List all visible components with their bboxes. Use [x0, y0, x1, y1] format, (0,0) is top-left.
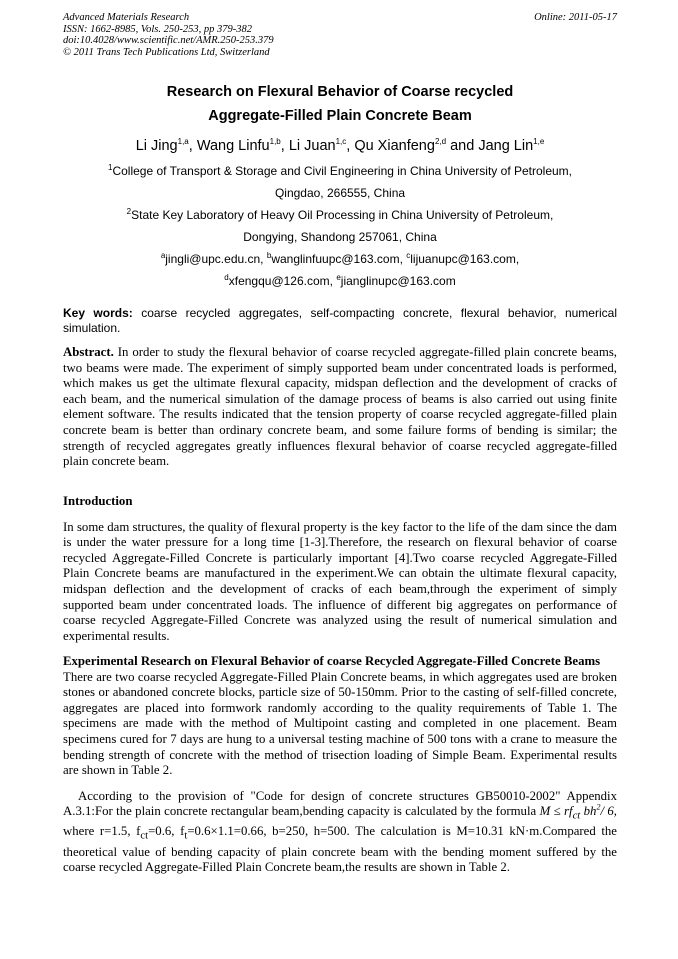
email-link[interactable]: jingli@upc.edu.cn, — [165, 252, 264, 266]
author-affil-sup: 1,a — [177, 137, 189, 147]
keywords-label: Key words: — [63, 306, 133, 320]
experimental-paragraph-1: There are two coarse recycled Aggregate-Filled Plain Concrete beams, in which aggregates used are broken stones or abandoned concrete blocks, particle size of 50-150mm. Prior to the casting of self-filled concrete, aggregates are placed into formwork randomly according to the quality requirements of Table 1. The specimens are made with the method of Multipoint casting and completed in one placement. Beam specimens cured for 7 days are hung to a universal testing machine of 500 tons with a crane to measure the bending strength of concrete with the method of trisection loading of Simple Beam. Experimental results are shown in Table 2. — [63, 669, 617, 778]
para2-text-d: =0.6×1.1=0.66, b=250, h=500. The calculation is M=10.31 kN·m.Compared the theoretical value of bending capacity of plain concrete beam with the bending moment suffered by the coarse recycled Aggregate-Filled Plain Concrete beam,the results are shown in Table 2. — [63, 824, 617, 875]
email-link[interactable]: wanglinfuupc@163.com, — [271, 252, 403, 266]
journal-name: Advanced Materials Research — [63, 12, 190, 23]
email-sup: c — [406, 251, 411, 260]
email-link[interactable]: xfengqu@126.com, — [228, 274, 333, 288]
title-line-1: Research on Flexural Behavior of Coarse recycled — [166, 84, 514, 100]
author-list: Li Jing$^{1,a}$, Wang Linfu$^{1,b}$, Li Juan$^{1,c}$, Qu Xianfeng$^{2,d}$ and Jang Lin$^{1,e}$ — [135, 137, 545, 154]
journal-header — [63, 12, 617, 58]
section-heading: Introduction — [63, 494, 133, 508]
keywords — [63, 306, 617, 336]
affiliation-2 — [63, 204, 617, 248]
author-affil-sup: 1,b — [269, 137, 281, 147]
introduction-text: In some dam structures, the quality of flexural property is the key factor to the life of the dam since the dam is under the water pressure for a long time [1-3].Therefore, the research on flexural behavior of coarse recycled Aggregate-Filled Concrete is particularly important [4].Two coarse recycled Aggregate-Filled Plain Concrete beams are manufactured in the experiment.We can obtain the ultimate flexural capacity, midspan deflection and the development of cracks of each beam,through the experiment of simply supported beam under concentrated loads. The influence of different big aggregates on performance of coarse recycled Aggregate-Filled Concrete was analyzed using the result of numerical simulation and experimental results. — [63, 519, 617, 643]
formula-sub: ct — [572, 810, 581, 822]
email-sup: a — [160, 251, 166, 260]
formula-sup: 2 — [596, 803, 601, 813]
author-affil-sup: 2,d — [434, 137, 447, 147]
formula-part: M ≤ rf — [539, 804, 573, 819]
email-sup: e — [336, 273, 341, 282]
email-sup: b — [266, 251, 272, 260]
emails — [63, 248, 617, 292]
issn-line: ISSN: 1662-8985, Vols. 250-253, pp 379-382 — [63, 23, 252, 35]
introduction-section — [63, 494, 617, 644]
affil-2-line-1: State Key Laboratory of Heavy Oil Processing in China University of Petroleum, — [131, 208, 554, 222]
paper-title — [63, 80, 617, 128]
formula-part: / 6 — [600, 804, 614, 819]
author-name: Wang Linfu — [196, 138, 270, 154]
author-affil-sup: 1,c — [335, 137, 347, 147]
email-sup: d — [224, 273, 229, 282]
title-line-2: Aggregate-Filled Plain Concrete Beam — [208, 108, 472, 124]
affil-sup: 1 — [107, 163, 113, 172]
author-name: Jang Lin — [478, 138, 534, 154]
affiliation-1 — [63, 160, 617, 204]
affil-2-line-2: Dongying, Shandong 257061, China — [243, 230, 437, 244]
keywords-text: coarse recycled aggregates, self-compacting concrete, flexural behavior, numerical simulation. — [63, 306, 617, 335]
affil-1-line-2: Qingdao, 266555, China — [274, 186, 406, 200]
abstract-text: In order to study the flexural behavior of coarse recycled aggregate-filled plain concrete beams, two beams were made. The experiment of simply supported beam under concentrated loads is performed, which makes us get the ultimate flexural capacity, midspan deflection and the development of cracks of each beam, and the numerical simulation of the damage process of beams is also carried out using finite element software. The results indicated that the tension property of coarse recycled aggregate-filled plain concrete beam is better than ordinary concrete beam, and some failure forms of bending is similar; the strength of recycled aggregates greatly influences flexural behavior of coarse recycled aggregate-filled plain concrete beam. — [63, 345, 617, 469]
para2-text-b: , where r=1.5, f — [63, 804, 617, 839]
author-and: and — [450, 138, 475, 154]
para2-sub: t — [184, 831, 188, 843]
affil-sup: 2 — [126, 207, 132, 216]
para2-text-c: =0.6, f — [148, 824, 185, 839]
copyright-line: © 2011 Trans Tech Publications Ltd, Switzerland — [63, 46, 270, 58]
doi-line: doi:10.4028/www.scientific.net/AMR.250-253.379 — [63, 35, 274, 46]
bending-formula — [539, 803, 614, 822]
para2-sub: ct — [140, 831, 149, 843]
affil-1-line-1: College of Transport & Storage and Civil Engineering in China University of Petroleum, — [112, 164, 573, 178]
abstract — [63, 345, 617, 470]
online-date: Online: 2011-05-17 — [534, 12, 617, 23]
email-link[interactable]: lijuanupc@163.com, — [410, 252, 520, 266]
formula-part: bh — [580, 804, 597, 819]
experimental-section — [63, 654, 617, 876]
para2-text-a: According to the provision of "Code for design of concrete structures GB50010-2002" Appendix A.3.1:For the plain concrete rectangular beam,bending capacity is calculated by the formula — [63, 788, 617, 819]
author-name: Qu Xianfeng — [354, 138, 435, 154]
section-heading: Experimental Research on Flexural Behavior of coarse Recycled Aggregate-Filled Concrete Beams — [63, 654, 601, 668]
author-name: Li Juan — [288, 138, 336, 154]
abstract-label: Abstract. — [63, 345, 114, 359]
email-link[interactable]: jianglinupc@163.com — [340, 274, 456, 288]
author-affil-sup: 1,e — [533, 137, 545, 147]
author-name: Li Jing — [135, 138, 178, 154]
experimental-paragraph-2 — [63, 789, 617, 876]
